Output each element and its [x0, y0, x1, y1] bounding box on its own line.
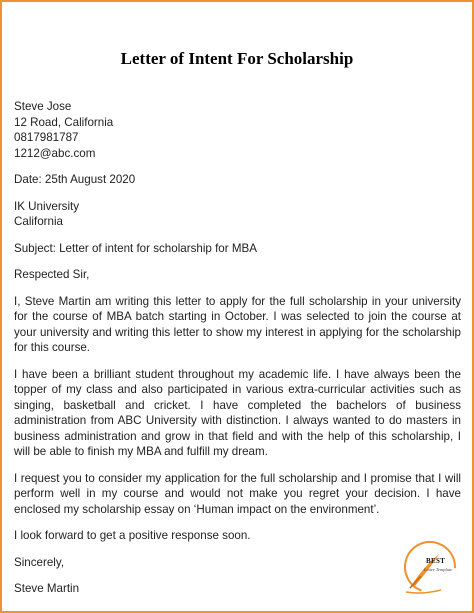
letter-body: [14, 88, 461, 608]
page-title: Letter of Intent For Scholarship: [120, 49, 354, 68]
sender-email: 1212@abc.com: [14, 146, 96, 160]
body-paragraph-1: I, Steve Martin am writing this letter to apply for the full scholarship in your university for the course of MBA batch starting in October. I was selected to join the course at your university and writing this letter to show my interest in applying for the scholarship for this course.: [14, 294, 461, 354]
recipient-location: California: [14, 215, 63, 228]
logo-wordmark: BEST: [426, 557, 446, 565]
sender-phone: 0817981787: [14, 131, 79, 144]
letter-date: Date: 25th August 2020: [14, 173, 136, 186]
sender-address: 12 Road, California: [14, 115, 114, 129]
letter-closing: Sincerely,: [14, 555, 65, 569]
body-paragraph-3: I request you to consider my application for the full scholarship and I promise that I will perform well in my course and would not make you regret your decision. I have enclosed my scholarship essay on ‘Human impact on the environment’.: [14, 471, 461, 516]
body-paragraph-2: I have been a brilliant student throughout my academic life. I have always been the topper of my class and also participated in various extra-curricular activities such as singing, basketball and cricket. I have completed the bachelors of business administration from ABC University with distinction. I always wanted to do masters in business administration and grow in that field and with the help of this scholarship, I will be able to finish my MBA and fulfill my dream.: [14, 367, 461, 458]
letter-salutation: Respected Sir,: [14, 268, 90, 281]
logo-tagline: Letter Template: [424, 567, 453, 572]
letter-signature: Steve Martin: [14, 582, 80, 595]
recipient-org: IK University: [14, 199, 80, 213]
letter-subject: Subject: Letter of intent for scholarship for MBA: [14, 241, 257, 255]
sender-name: Steve Jose: [14, 100, 72, 113]
body-paragraph-4: I look forward to get a positive response soon.: [14, 529, 251, 542]
